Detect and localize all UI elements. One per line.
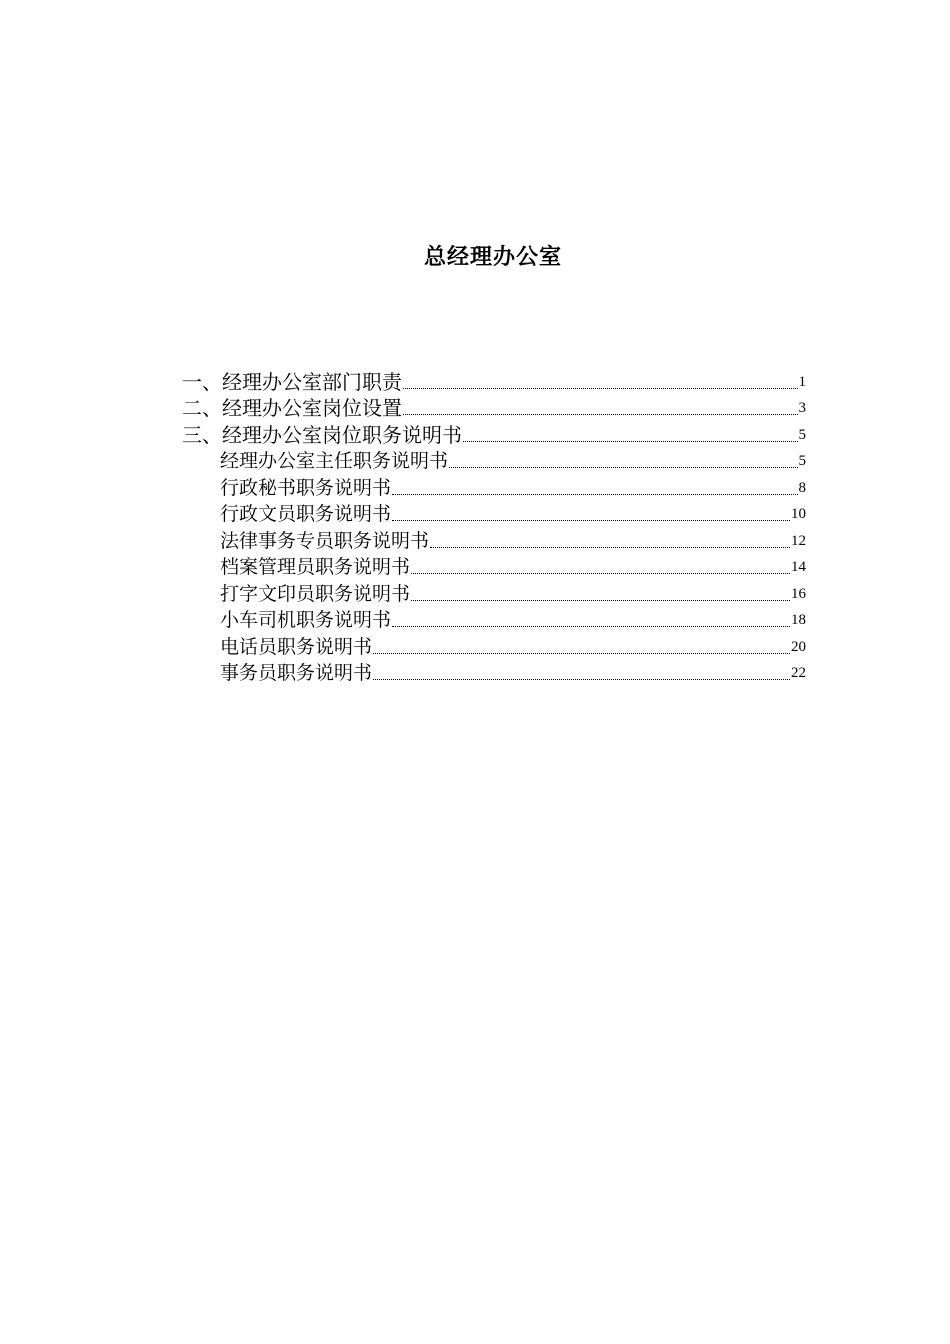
toc-page-number: 1 [798, 373, 806, 390]
toc-entry-label: 小车司机职务说明书 [220, 609, 392, 631]
page-title: 总经理办公室 [423, 245, 562, 270]
toc-leader-dots [373, 653, 790, 654]
toc-leader-dots [463, 441, 798, 442]
toc-entry-label: 经理办公室主任职务说明书 [220, 450, 449, 472]
toc-page-number: 10 [791, 506, 806, 522]
toc-entry-label: 二、经理办公室岗位设置 [182, 396, 402, 420]
toc-leader-dots [403, 388, 798, 389]
toc-entry[interactable] [182, 395, 806, 422]
toc-entry-label: 事务员职务说明书 [220, 662, 373, 684]
toc-page-number: 3 [798, 400, 806, 416]
toc-page-number: 8 [798, 479, 806, 496]
toc-leader-dots [392, 494, 797, 495]
toc-page-number: 5 [798, 453, 806, 469]
toc-entry[interactable] [182, 607, 806, 634]
toc-entry-label: 三、经理办公室岗位职务说明书 [182, 422, 462, 447]
toc-entry[interactable] [182, 660, 806, 687]
toc-page-number: 5 [798, 426, 806, 443]
toc-entry-label: 打字文印员职务说明书 [220, 582, 411, 605]
toc-leader-dots [411, 600, 790, 601]
toc-leader-dots [430, 547, 790, 548]
toc-page-number: 20 [791, 638, 806, 655]
toc-entry[interactable] [182, 527, 806, 554]
toc-entry-label: 电话员职务说明书 [220, 635, 373, 658]
toc-leader-dots [411, 573, 790, 574]
toc-entry[interactable] [182, 421, 806, 448]
toc-entry[interactable] [182, 448, 806, 475]
toc-page-number: 22 [791, 665, 806, 681]
toc-entry[interactable] [182, 501, 806, 528]
toc-entry[interactable] [182, 554, 806, 581]
toc-page-number: 16 [791, 585, 806, 602]
toc-entry[interactable] [182, 633, 806, 660]
toc-entry-label: 法律事务专员职务说明书 [220, 529, 430, 552]
toc-leader-dots [449, 467, 797, 468]
toc-entry[interactable] [182, 368, 806, 395]
toc-entry-label: 档案管理员职务说明书 [220, 556, 411, 578]
toc-leader-dots [403, 414, 798, 415]
toc-leader-dots [392, 520, 790, 521]
toc-leader-dots [373, 679, 790, 680]
toc-entry[interactable] [182, 580, 806, 607]
table-of-contents [182, 368, 806, 686]
toc-entry-label: 行政秘书职务说明书 [220, 476, 392, 499]
toc-page-number: 18 [791, 612, 806, 628]
toc-entry-label: 一、经理办公室部门职责 [182, 369, 402, 394]
toc-leader-dots [392, 626, 790, 627]
toc-entry[interactable] [182, 474, 806, 501]
toc-entry-label: 行政文员职务说明书 [220, 503, 392, 525]
toc-page-number: 14 [791, 559, 806, 575]
toc-page-number: 12 [791, 532, 806, 549]
